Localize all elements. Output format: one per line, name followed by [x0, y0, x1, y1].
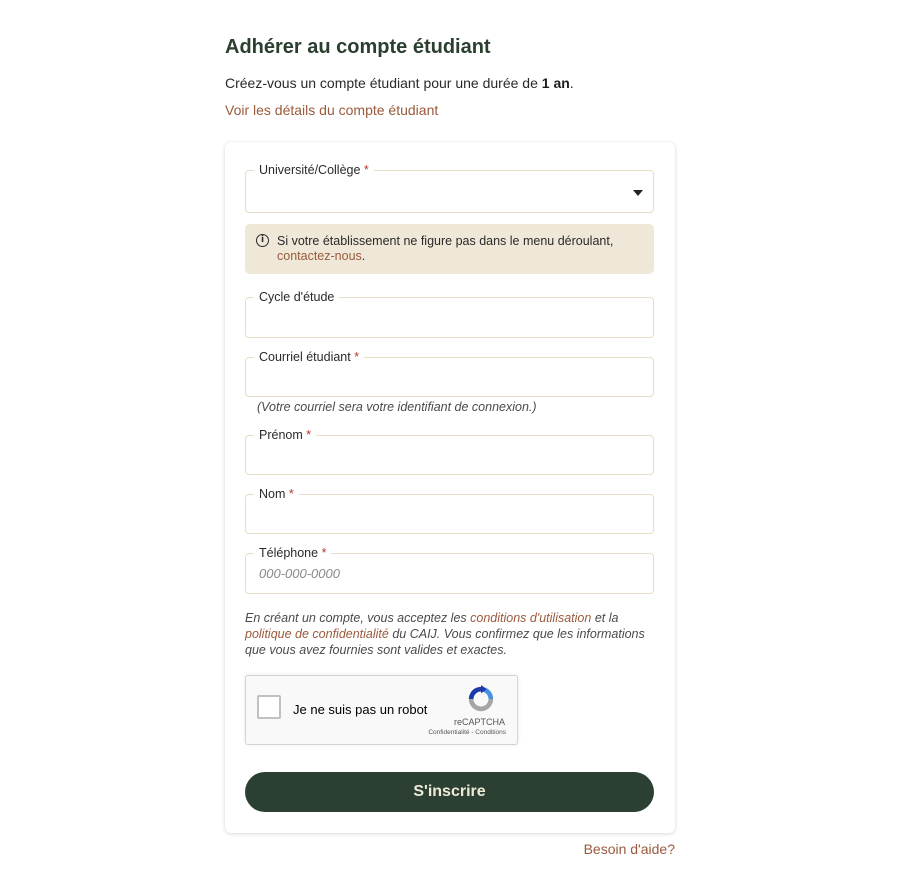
recaptcha-checkbox[interactable] [257, 695, 281, 719]
required-marker: * [306, 428, 312, 442]
firstname-field[interactable] [245, 428, 654, 475]
university-label: Université/Collège * [254, 162, 374, 178]
firstname-label: Prénom * [254, 427, 316, 443]
account-details-link[interactable]: Voir les détails du compte étudiant [225, 102, 439, 118]
recaptcha-logo-icon [466, 684, 496, 714]
phone-label: Téléphone * [254, 545, 331, 561]
recaptcha-label: Je ne suis pas un robot [293, 702, 428, 717]
student-email-field[interactable] [245, 350, 654, 397]
terms-text: En créant un compte, vous acceptez les conditions d'utilisation et la politique de confidentialité du CAIJ. Vous confirmez que les informations que vous avez fournies sont valides et exactes. [245, 611, 645, 657]
subtitle-suffix: . [569, 75, 574, 91]
required-marker: * [288, 487, 294, 501]
required-marker: * [321, 546, 327, 560]
info-text: Si votre établissement ne figure pas dans le menu déroulant, contactez-nous. [277, 234, 614, 263]
lastname-input[interactable] [246, 495, 653, 533]
lastname-field[interactable] [245, 487, 654, 534]
recaptcha-widget [245, 675, 518, 745]
privacy-policy-link[interactable]: politique de confidentialité [245, 627, 389, 641]
contact-us-link[interactable]: contactez-nous [277, 249, 362, 263]
lastname-label: Nom * [254, 486, 299, 502]
student-email-label: Courriel étudiant * [254, 349, 364, 365]
university-select-field[interactable] [245, 163, 654, 213]
subtitle-duration: 1 an [541, 75, 570, 91]
signup-button[interactable]: S'inscrire [245, 772, 654, 812]
required-marker: * [354, 350, 360, 364]
study-cycle-label: Cycle d'étude [254, 289, 339, 305]
subtitle-text: Créez-vous un compte étudiant pour une durée de [225, 75, 542, 91]
terms-of-use-link[interactable]: conditions d'utilisation [470, 611, 592, 625]
recaptcha-brand: reCAPTCHA [453, 717, 505, 727]
study-cycle-field[interactable] [245, 290, 654, 338]
required-marker: * [363, 163, 369, 177]
recaptcha-legal-links[interactable]: Confidentialité - Conditions [428, 729, 506, 736]
info-alert [245, 224, 654, 274]
phone-field[interactable] [245, 546, 654, 594]
email-hint: (Votre courriel sera votre identifiant de connexion.) [257, 400, 537, 414]
signup-form-card [225, 142, 675, 833]
info-icon: i [256, 234, 269, 247]
page-title: Adhérer au compte étudiant [225, 36, 491, 58]
page-subtitle [225, 75, 574, 91]
help-link[interactable]: Besoin d'aide? [583, 841, 675, 857]
